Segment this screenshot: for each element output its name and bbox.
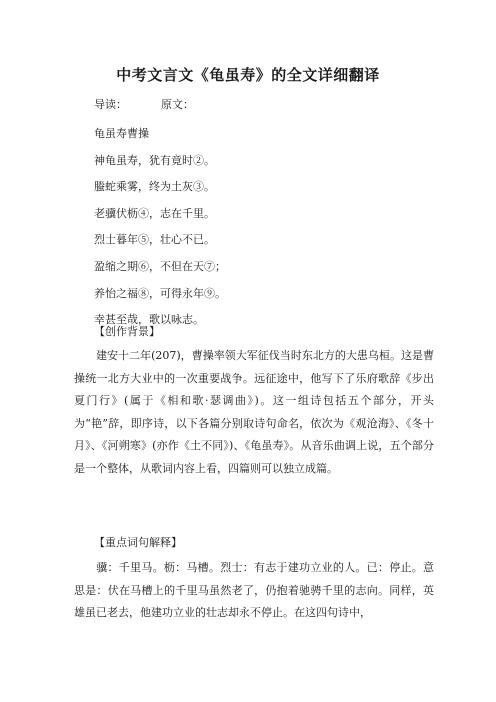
poem-line: 龟虽寿曹操 bbox=[94, 127, 149, 140]
poem-line: 幸甚至哉，歌以咏志。 bbox=[94, 313, 204, 327]
yuanwen-label: 原文： bbox=[161, 98, 194, 111]
keywords-paragraph bbox=[74, 557, 434, 625]
poem-line: 螣蛇乘雾，终为土灰③。 bbox=[94, 180, 215, 194]
background-text: 建安十二年(207)，曹操率领大军征伐当时东北方的大患乌桓。这是曹操统一北方大业中的一次重要战争。远征途中，他写下了乐府歌辞《步出夏门行》(属于《相和歌·瑟调曲》)。这一组诗包括五个部分，开头为“艳”辞，即序诗，以下各篇分别取诗句命名，依次为《观沧海》、《冬十月》、《河朔寒》(亦作《土不同》)、《龟虽寿》。从音乐曲调上说，五个部分是一个整体，从歌词内容上看，四篇则可以独立成篇。 bbox=[74, 349, 434, 475]
poem-line: 养怡之福⑧，可得永年⑨。 bbox=[94, 286, 226, 300]
background-paragraph bbox=[74, 345, 434, 480]
poem-line: 烈士暮年⑤，壮心不已。 bbox=[94, 233, 215, 247]
keywords-heading: 【重点词句解释】 bbox=[94, 536, 182, 549]
poem-line: 盈缩之期⑥，不但在天⑦； bbox=[94, 259, 226, 273]
intro-line bbox=[94, 96, 194, 112]
poem-line: 老骥伏枥④，志在千里。 bbox=[94, 206, 215, 220]
daodu-label: 导读： bbox=[94, 98, 127, 111]
document-title: 中考文言文《龟虽寿》的全文详细翻译 bbox=[116, 66, 380, 84]
poem-text bbox=[94, 121, 454, 334]
keywords-text: 骥：千里马。枥：马槽。烈士：有志于建功立业的人。已：停止。意思是：伏在马槽上的千里马虽然老了，仍抱着驰骋千里的志向。同样，英雄虽已老去，他建功立业的壮志却永不停止。在这四句诗中， bbox=[74, 561, 434, 619]
background-heading: 【创作背景】 bbox=[94, 325, 160, 338]
poem-line: 神龟虽寿，犹有竟时②。 bbox=[94, 153, 215, 167]
